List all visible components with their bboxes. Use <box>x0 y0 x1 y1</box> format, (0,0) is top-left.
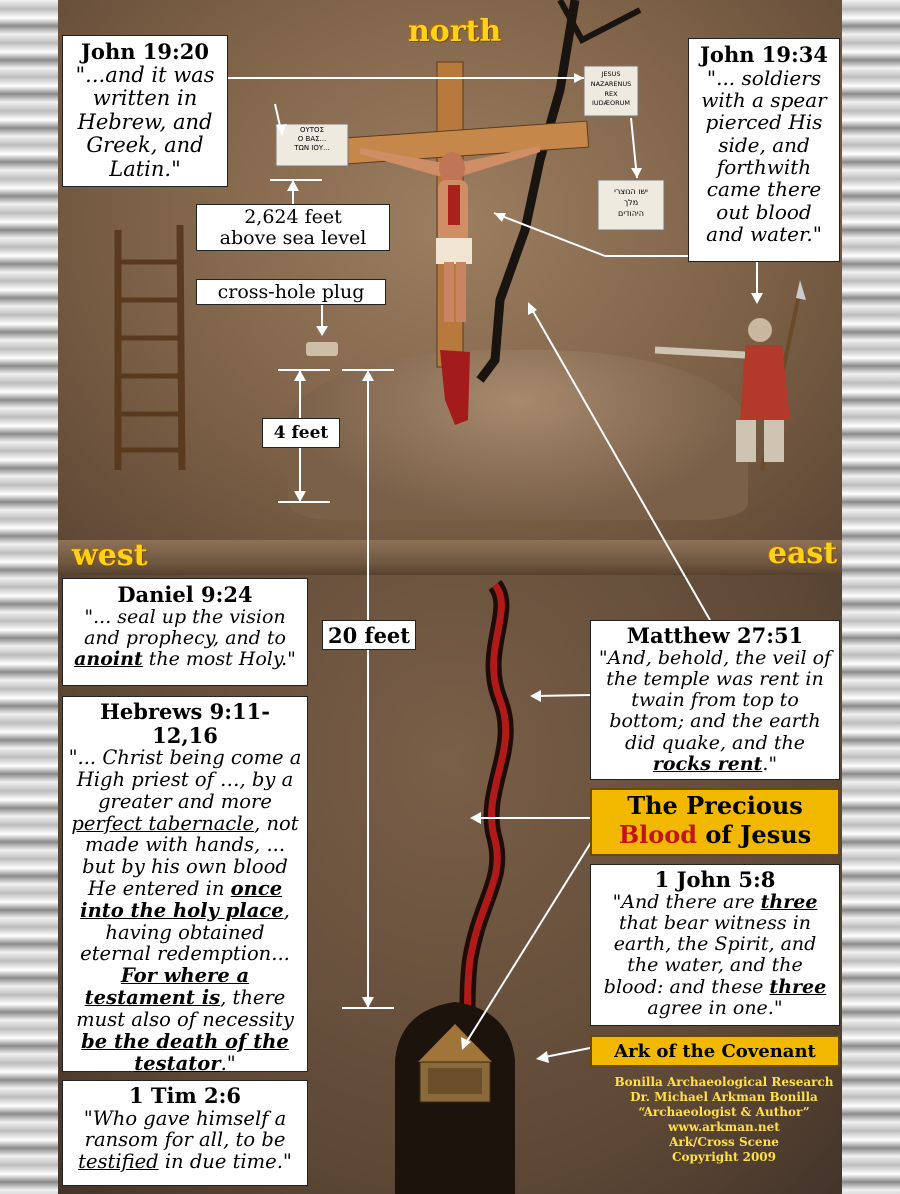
verse-emphasis: anoint <box>74 648 143 671</box>
sign-line: מלך <box>623 198 639 208</box>
title-line1: The Precious <box>627 791 803 820</box>
ark-of-the-covenant-label: Ark of the Covenant <box>590 1035 840 1067</box>
verse-text-part: , not made with hands, ... but by his own blood He entered in <box>82 811 299 900</box>
verse-emphasis: be the death of the testator <box>81 1029 289 1075</box>
verse-underline: perfect tabernacle <box>71 811 255 835</box>
verse-text: "...and it was written in Hebrew, and Greek, and Latin." <box>75 62 215 181</box>
sign-line: NAZARENUS <box>590 79 632 88</box>
john-19-34-box <box>688 38 840 262</box>
matthew-27-51-box <box>590 620 840 780</box>
verse-text-part: that bear witness in earth, the Spirit, and the water, and the blood: and these <box>603 911 817 998</box>
verse-text-part: , there must also of necessity <box>76 986 294 1031</box>
roman-soldier <box>655 280 806 470</box>
cross-hole-plug-label: cross-hole plug <box>196 279 386 305</box>
credit-line: Copyright 2009 <box>671 1150 777 1164</box>
verse-text-part: ." <box>220 1051 236 1075</box>
title-blood-word: Blood <box>618 819 698 849</box>
1-john-5-8-box <box>590 864 840 1026</box>
elevation-line2: above sea level <box>219 226 367 249</box>
verse-text-part: agree in one." <box>647 996 783 1019</box>
verse-text-part: the most Holy." <box>142 648 296 671</box>
verse-reference: Matthew 27:51 <box>626 623 804 648</box>
verse-text-part: "And, behold, the veil of the temple was rent in twain from top to bottom; and the earth did quake, and the <box>598 646 832 754</box>
verse-text-part: ." <box>762 752 778 775</box>
verse-emphasis: once into the holy place <box>80 877 284 922</box>
verse-reference: 1 Tim 2:6 <box>128 1083 242 1108</box>
verse-text-part: "... Christ being come a High priest of …, by a greater and more <box>68 746 302 813</box>
verse-text-part: , having obtained eternal redemption... <box>80 898 290 966</box>
credits <box>612 1075 836 1165</box>
verse-text-part: "Who gave himself a ransom for all, to be <box>83 1106 287 1152</box>
verse-reference: John 19:34 <box>700 42 828 67</box>
verse-text-part: "And there are <box>612 890 761 913</box>
verse-text-part: in due time." <box>158 1150 292 1174</box>
direction-east: east <box>768 536 838 571</box>
ladder <box>118 225 182 470</box>
hebrews-9-11-box <box>62 696 308 1075</box>
twenty-feet-label: 20 feet <box>322 620 416 650</box>
verse-text <box>69 607 301 671</box>
rock-crack <box>480 0 575 380</box>
greek-sign <box>278 126 346 153</box>
title-of-jesus: of Jesus <box>697 819 812 849</box>
sign-line: Ο ΒΑΣ... <box>297 135 327 144</box>
sign-line: ישו הנוצרי <box>614 187 648 196</box>
elevation-label <box>196 204 390 251</box>
sign-line: REX <box>604 89 618 98</box>
cross-hole-plug-stone <box>306 342 338 356</box>
direction-west: west <box>72 538 148 573</box>
verse-reference: 1 John 5:8 <box>654 867 776 892</box>
verse-text <box>596 648 834 776</box>
credit-line: “Archaeologist & Author” <box>638 1105 810 1119</box>
verse-emphasis: For where a testament is <box>84 964 250 1010</box>
verse-text <box>68 1108 302 1173</box>
verse-emphasis: rocks rent <box>652 752 763 775</box>
john-19-20-box <box>62 35 228 187</box>
verse-text-part: "... seal up the vision and prophecy, and to <box>84 605 286 649</box>
four-feet-label: 4 feet <box>262 418 340 448</box>
verse-emphasis: three <box>769 975 827 998</box>
sign-line: ΤΩΝ ΙΟΥ... <box>294 144 330 153</box>
verse-reference: John 19:20 <box>81 39 209 64</box>
verse-text <box>68 747 302 1074</box>
verse-text: "... soldiers with a spear pierced His side, and forthwith came there out blood and water." <box>701 65 827 247</box>
verse-emphasis: three <box>760 890 818 913</box>
sign-line: ΟΥΤΟΣ <box>300 126 324 134</box>
hebrew-sign <box>600 186 662 220</box>
verse-text <box>596 892 834 1020</box>
blood-stain <box>440 350 470 425</box>
credit-line: www.arkman.net <box>668 1120 780 1134</box>
verse-reference: Daniel 9:24 <box>117 582 253 607</box>
title-line2 <box>592 821 838 850</box>
verse-underline: testified <box>78 1150 159 1174</box>
sign-line: IUDÆORUM <box>591 99 630 108</box>
credit-line: Dr. Michael Arkman Bonilla <box>630 1090 818 1104</box>
sign-line: היהודים <box>618 209 644 219</box>
latin-sign <box>585 70 637 109</box>
verse-reference: Hebrews 9:11-12,16 <box>100 699 270 748</box>
direction-north: north <box>408 14 502 49</box>
credit-line: Ark/Cross Scene <box>669 1135 779 1149</box>
daniel-9-24-box <box>62 578 308 686</box>
1-tim-2-6-box <box>62 1080 308 1186</box>
sign-line: JESUS <box>601 70 621 78</box>
credit-line: Bonilla Archaeological Research <box>614 1075 834 1089</box>
precious-blood-title <box>590 788 840 856</box>
elevation-line1: 2,624 feet <box>244 206 342 228</box>
